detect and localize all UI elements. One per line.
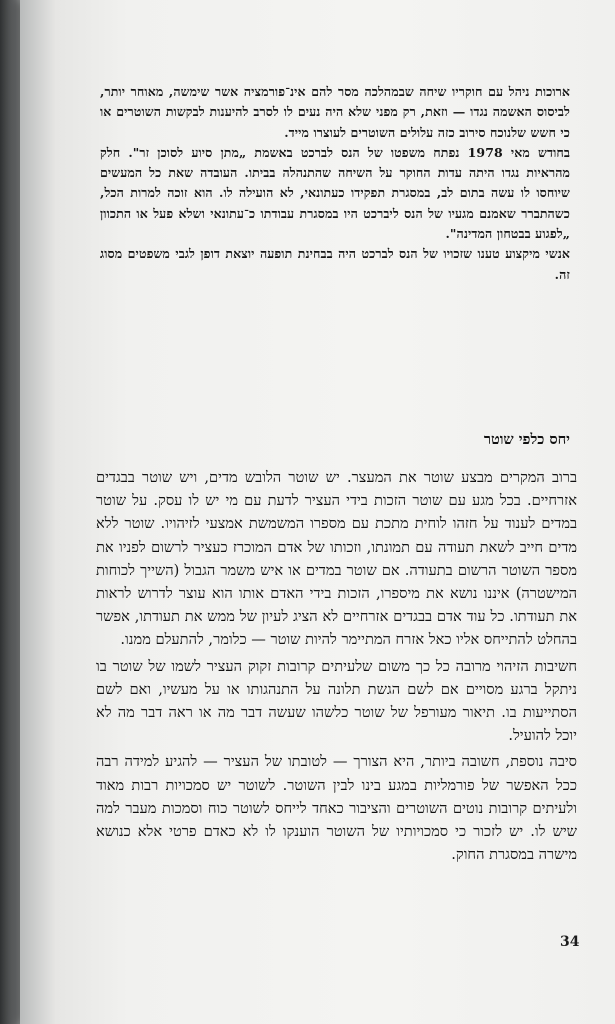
quoted-passage bbox=[100, 82, 570, 285]
book-page bbox=[20, 0, 615, 1024]
quote-paragraph: ארוכות ניהל עם חוקריו שיחה שבמהלכה מסר להם אינ־פורמציה אשר שימשה, מאוחר יותר, לביסוס האשמה נגדו — וזאת, רק מפני שלא היה נעים לו לסרב להיענות לבקשות השוטרים או כי חשש שלנוכח סירוב כזה עלולים השוטרים לעוצרו מייד. bbox=[100, 84, 570, 140]
quote-paragraph: אנשי מיקצוע טענו שזכויו של הנס לברכט היה בבחינת תופעה יוצאת דופן לגבי משפטים מסוג זה. bbox=[100, 246, 570, 282]
body-text bbox=[96, 466, 577, 866]
book-gutter-shadow bbox=[0, 0, 22, 1024]
section-heading: יחס כלפי שוטר bbox=[483, 431, 570, 448]
body-paragraph: סיבה נוספת, חשובה ביותר, היא הצורך — לטובתו של העציר — להגיע למידה רבה ככל האפשר של פורמליות במגע בינו לבין השוטר. לשוטר יש סמכויות רבות מאוד ולעיתים קרובות נוטים השוטרים והציבור כאחד לייחס לשוטר כוח וסמכות מעבר למה שיש לו. יש לזכור כי סמכויותיו של השוטר הוענקו לו לא כאדם פרטי אלא כנושא מישרה במסגרת החוק. bbox=[96, 753, 577, 864]
body-paragraph: ברוב המקרים מבצע שוטר את המעצר. יש שוטר הלובש מדים, ויש שוטר בבגדים אזרחיים. בכל מגע עם שוטר הזכות בידי העציר לדעת עם מי יש לו עסק. על שוטר במדים לענוד על חזהו לוחית מתכת עם מספרו המשמשת אמצעי לזיהויו. שוטר ללא מדים חייב לשאת תעודה עם תמונתו, וזכותו של אדם המוכרז כעציר לרשום לפניו את מספר השוטר הרשום בתעודה. אם שוטר במדים או איש משמר הגבול (השייך לכוחות המישטרה) איננו נושא את מיספרו, הזכות בידי האדם אותו הוא עוצר לדרוש לראות את תעודתו. כל עוד אדם בבגדים אזרחיים לא הציג לעיון של ממש את תעודתו, אפשר בהחלט להתייחס אליו כאל אזרח המתיימר להיות שוטר — כלומר, להתעלם ממנו. bbox=[96, 469, 577, 649]
quote-paragraph: בחודש מאי 1978 נפתח משפטו של הנס לברכט באשמת „מתן סיוע לסוכן זר". חלק מהראיות נגדו היתה עדות החוקר על השיחה שהתנהלה בביתו. העובדה שאת כל המעשים שיוחסו לו עשה בתום לב, במסגרת תפקידו כעתונאי, לא הועילה לו. הוא זוכה למרות הכל, כשהתברר שאמנם מגעיו של הנס ליברכט היו במסגרת עבודתו כ־עתונאי ושלא פעל או התכוון „לפגוע בבטחון המדינה". bbox=[100, 144, 570, 242]
body-paragraph: חשיבות הזיהוי מרובה כל כך משום שלעיתים קרובות זקוק העציר לשמו של שוטר בו ניתקל ברגע מסויים אם לשם הגשת תלונה על התנהגותו או על מעשיו, ואם לשם הסתייעות בו. תיאור מעורפל של שוטר כלשהו שעשה דבר מה או ראה דבר מה לא יוכל להועיל. bbox=[96, 657, 577, 745]
page-number: 34 bbox=[560, 934, 580, 950]
